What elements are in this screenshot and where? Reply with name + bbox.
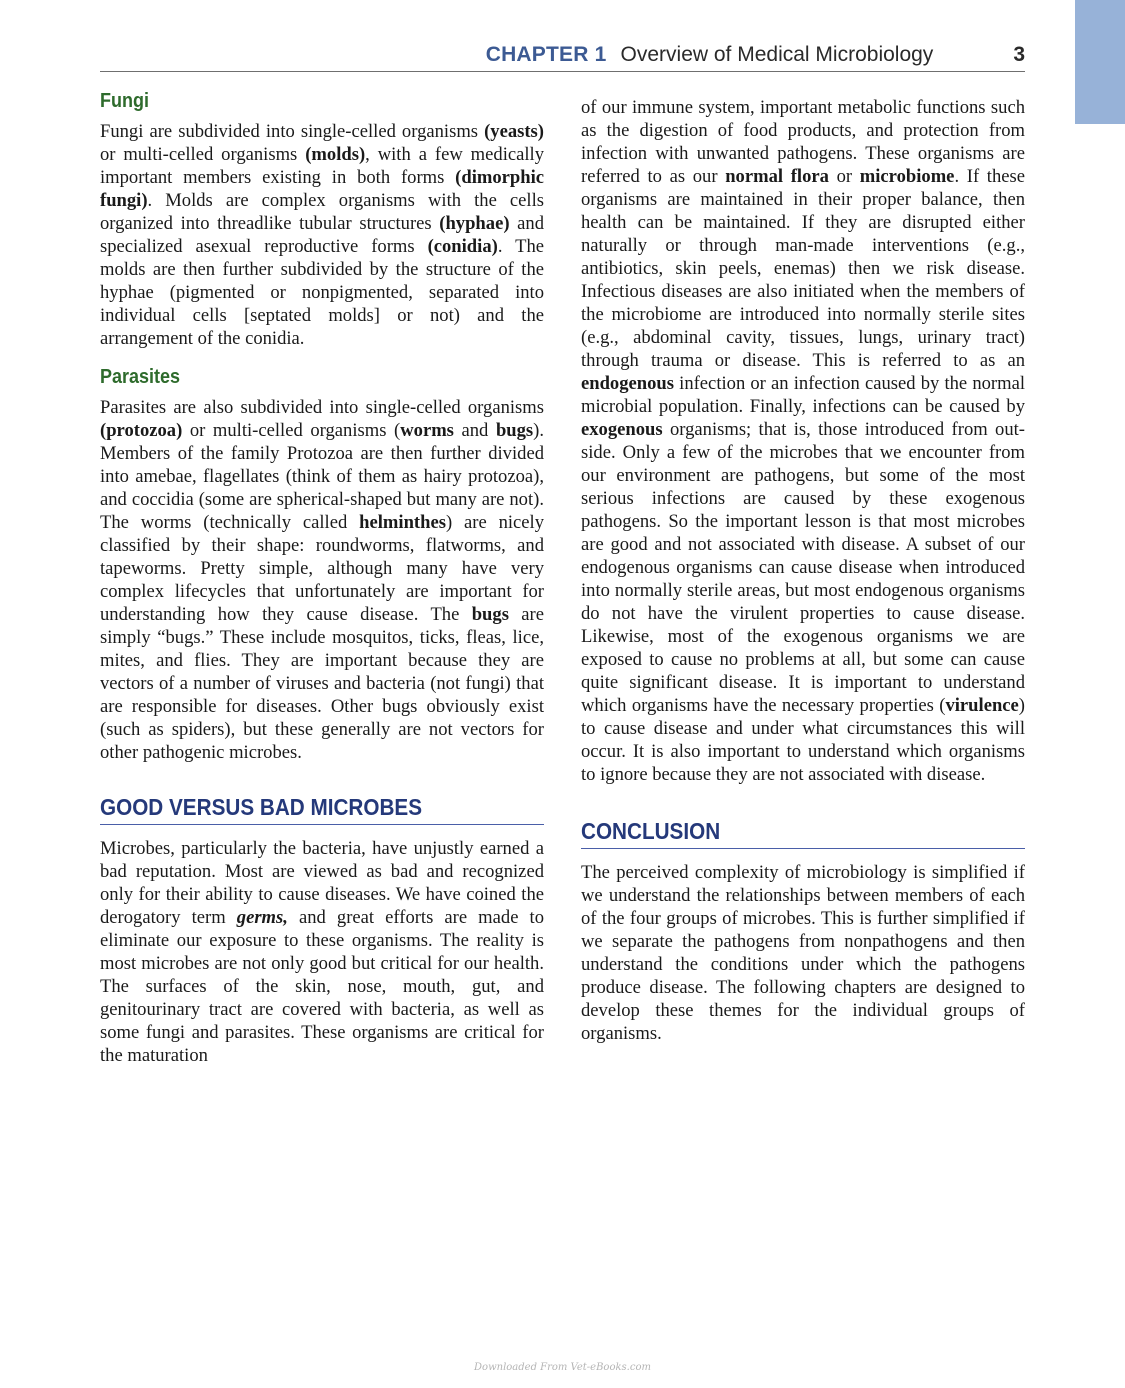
running-header — [100, 41, 1025, 72]
chapter-title: Overview of Medical Microbiology — [620, 43, 934, 66]
page-number: 3 — [1013, 43, 1025, 66]
right-column — [581, 96, 1025, 1045]
conclusion-paragraph: The perceived complexity of microbiology is simplified if we understand the relationships between members of each of the four groups of microbes. This is further simplified if we separate the pathogens from nonpathogens and then understand the conditions under which the pathogens produce disease. The following chapters are designed to develop these themes for the individual groups of organisms. — [581, 862, 1025, 1044]
conclusion-heading-text: CONCLUSION — [581, 818, 721, 844]
good-versus-bad-heading-text: GOOD VERSUS BAD MICROBES — [100, 794, 423, 820]
microbiome-paragraph: of our immune system, important metabolic functions such as the digestion of food products, and protection from infection with unwanted pathogens. These organisms are referred to as our normal flora or microbiome. If these organisms are maintained in their proper balance, then health can be maintained. If they are disrupted either naturally or through man-made interventions (e.g., antibiotics, skin peels, enemas) then we risk disease. Infectious diseases are also initiated when the members of the microbiome are introduced into normally sterile sites (e.g., abdominal cavity, tissues, lungs, urinary tract) through trauma or disease. This is referred to as an endogenous infection or an infection caused by the normal microbial population. Finally, infections can be caused by exogenous organisms; that is, those introduced from outside. Only a few of the microbes that we encounter from our environment are pathogens, but some of the most serious infections are caused by these exogenous pathogens. So the important lesson is that most microbes are good and not associated with disease. A subset of our endogenous organisms can cause disease when introduced into normally sterile areas, but most endogenous organisms do not have the virulent properties to cause disease. Likewise, most of the exogenous organisms we are exposed to cause no problems at all, but some can cause quite significant disease. It is important to understand which organisms have the necessary properties (virulence) to cause disease and under what circumstances this will occur. It is also important to understand which organisms to ignore because they are not associated with disease. — [581, 97, 1025, 785]
conclusion-heading — [581, 816, 1025, 849]
chapter-label: CHAPTER 1 — [485, 43, 607, 66]
good-versus-bad-heading — [100, 792, 544, 825]
good-versus-bad-paragraph: Microbes, particularly the bacteria, have unjustly earned a bad reputation. Most are viewed as bad and recognized only for their ability to cause diseases. We have coined the derogatory term germs, and great efforts are made to eliminate our exposure to these organisms. The reality is most microbes are not only good but critical for our health. The surfaces of the skin, nose, mouth, gut, and genitourinary tract are covered with bacteria, as well as some fungi and parasites. These organisms are critical for the maturation — [100, 838, 544, 1066]
parasites-heading: Parasites — [100, 366, 181, 388]
chapter-thumb-tab — [1075, 0, 1125, 124]
footer-watermark: Downloaded From Vet-eBooks.com — [474, 1362, 651, 1373]
parasites-paragraph: Parasites are also subdivided into single-celled organisms (protozoa) or multi-celled organisms (worms and bugs). Members of the family Protozoa are then further divided into amebae, flagellates (think of them as hairy protozoa), and coccidia (some are spherical-shaped but many are not). The worms (technically called helminthes) are nicely classified by their shape: roundworms, flatworms, and tapeworms. Pretty simple, although many have very complex lifecycles that unfortunately are important for understanding how they cause disease. The bugs are simply “bugs.” These include mosquitos, ticks, fleas, lice, mites, and flies. They are important because they are vectors of a number of viruses and bacteria (not fungi) that are responsible for diseases. Other bugs obviously exist (such as spiders), but these generally are not vectors for other pathogenic microbes. — [100, 397, 544, 763]
fungi-paragraph: Fungi are subdivided into single-celled organisms (yeasts) or multi-celled organisms (molds), with a few medically important members existing in both forms (dimorphic fungi). Molds are complex organisms with the cells organized into threadlike tubular structures (hyphae) and specialized asexual reproductive forms (conidia). The molds are then further subdivided by the structure of the hyphae (pigmented or nonpigmented, separated into individual cells [septated molds] or not) and the arrangement of the conidia. — [100, 121, 544, 349]
fungi-heading: Fungi — [100, 90, 149, 112]
left-column — [100, 88, 544, 1067]
